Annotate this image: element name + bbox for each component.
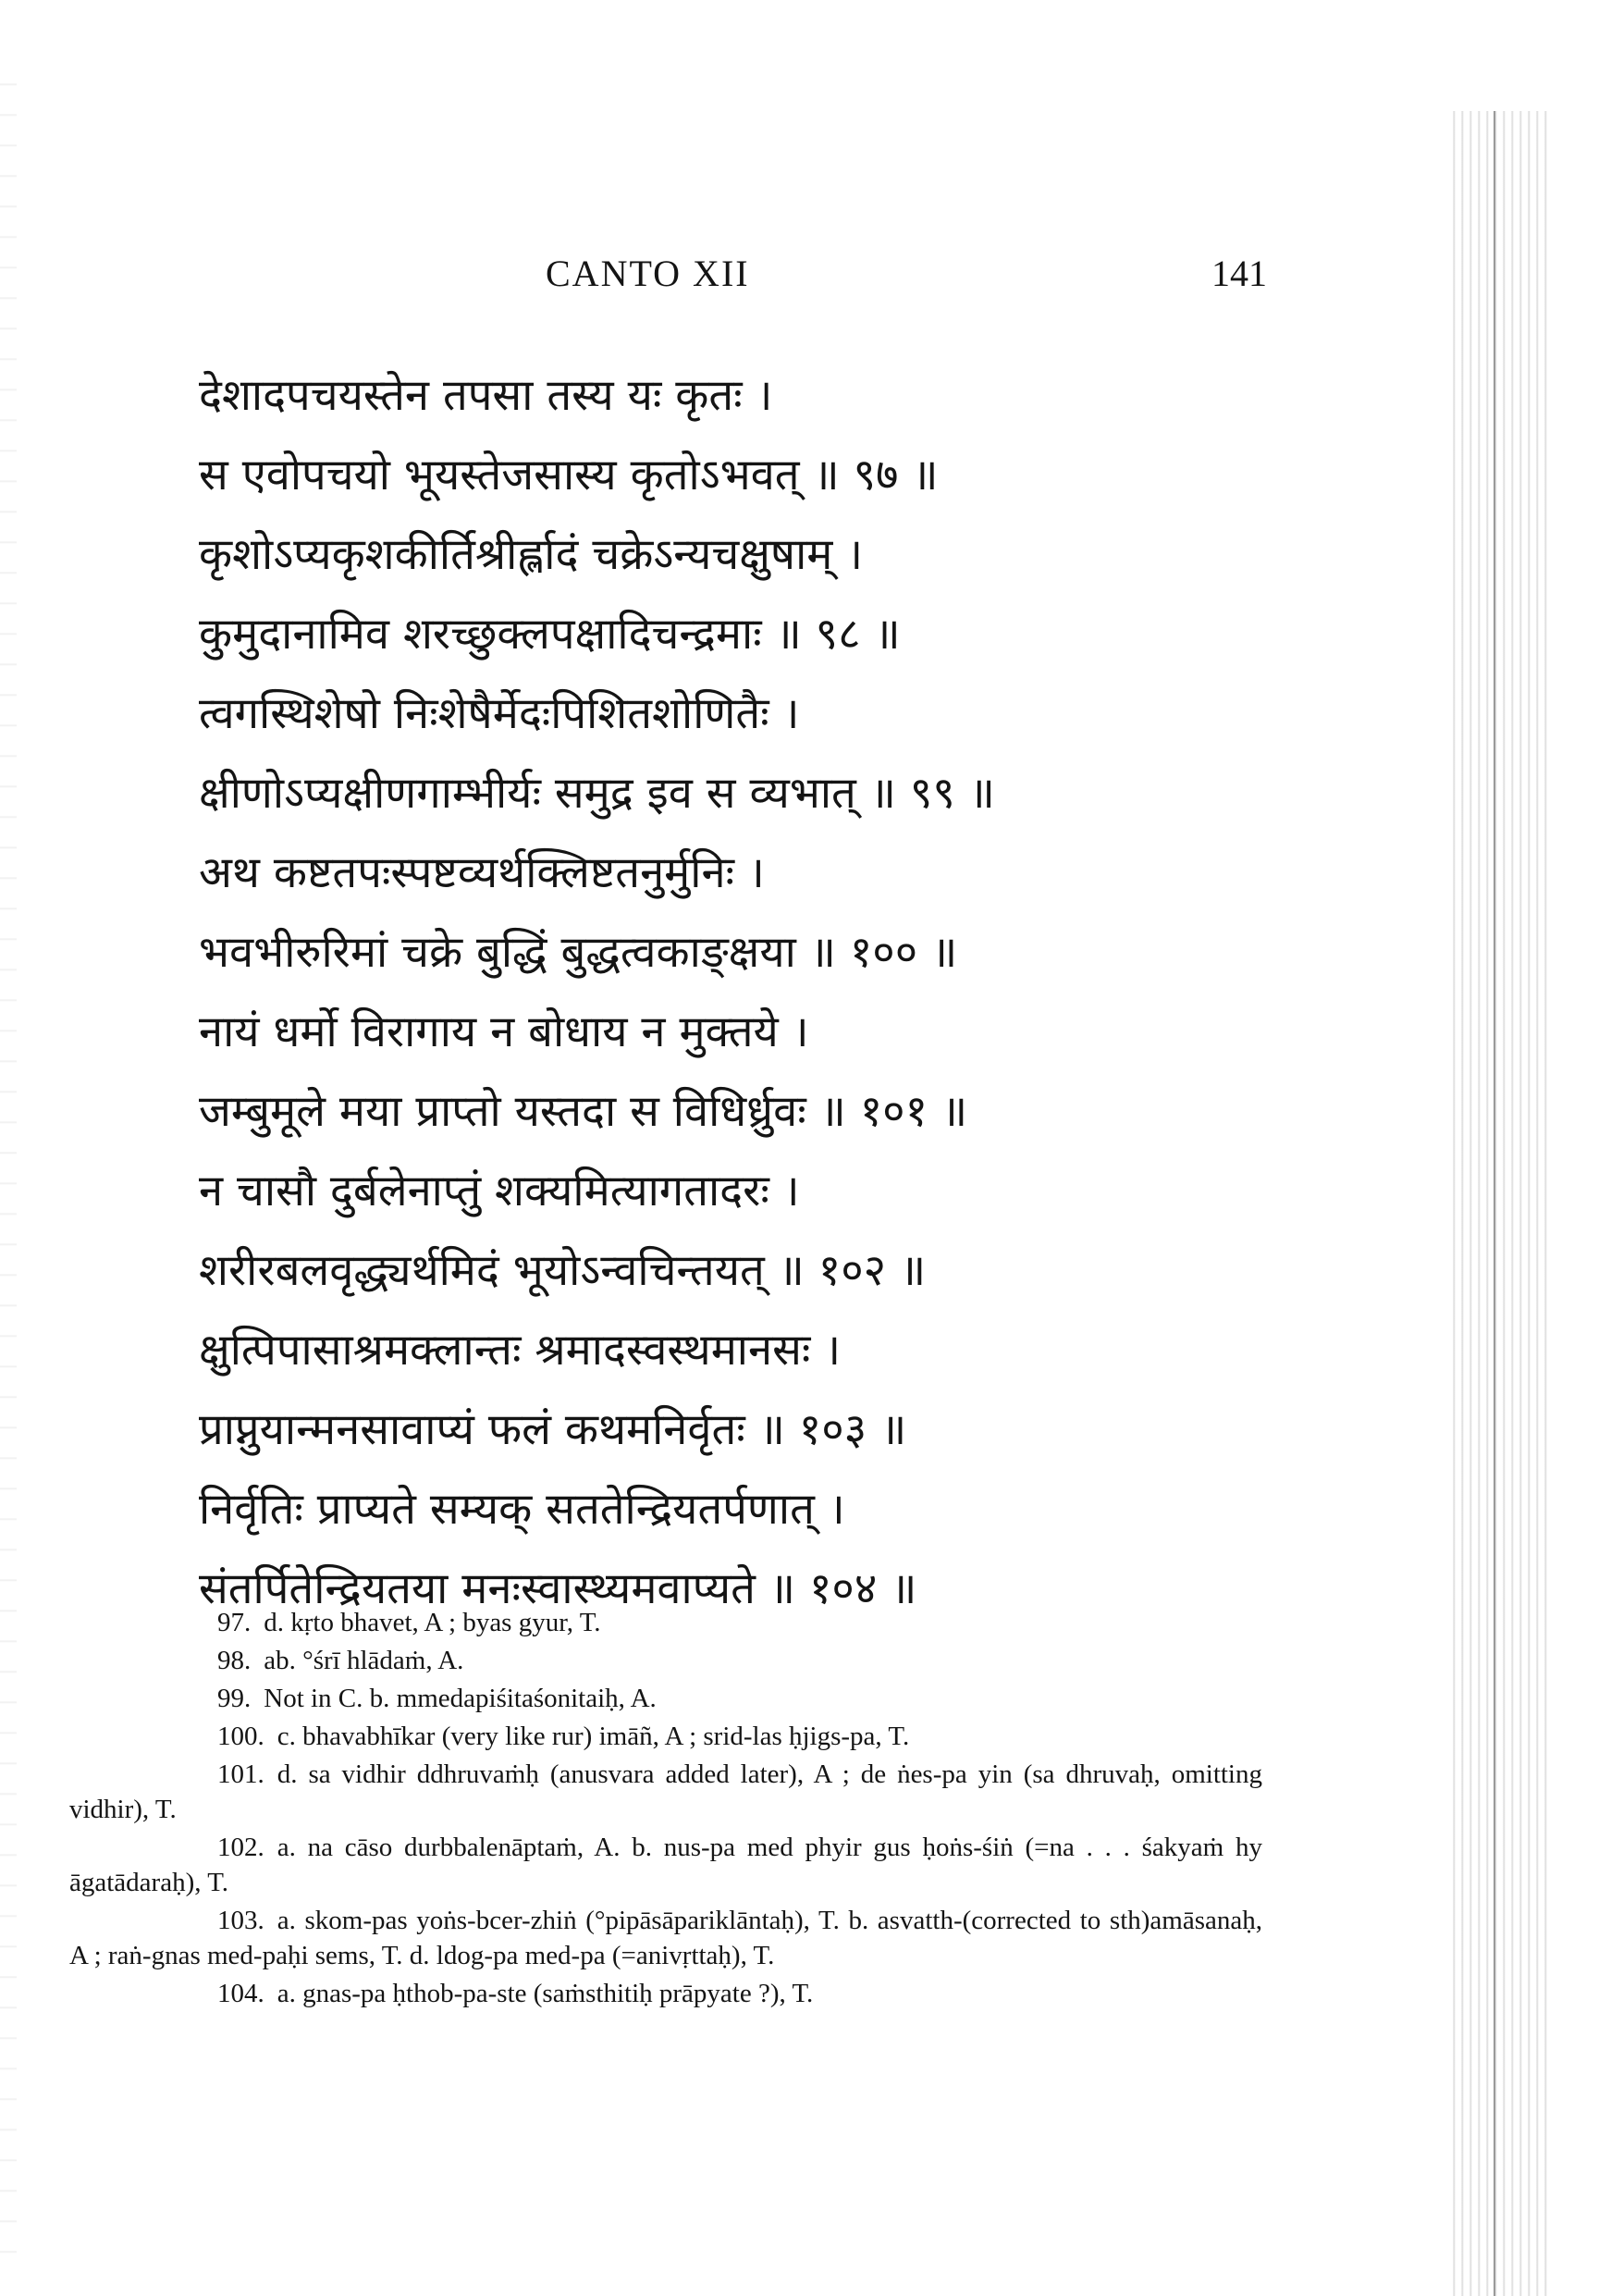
footnote-text: a. skom-pas yoṅs-bcer-zhiṅ (°pipāsāpariklāntaḥ), T. b. asvatth-(corrected to sth)amāsanaḥ, A ; raṅ-gnas med-paḥi sems, T. d. ldog-pa med-pa (=anivṛttaḥ), T. [69,1906,1262,1970]
verse-line: स एवोपचयो भूयस्तेजसास्य कृतोऽभवत् ॥ ९७ ॥ [199,450,939,500]
verse-line: क्षुत्पिपासाश्रमक्लान्तः श्रमादस्वस्थमानसः । [199,1325,842,1376]
footnote-number: 102. [217,1833,264,1862]
verse-line: संतर्पितेन्द्रियतया मनःस्वास्थ्यमवाप्यते ॥ १०४ ॥ [199,1563,917,1614]
verse-line: शरीरबलवृद्ध्यर्थमिदं भूयोऽन्वचिन्तयत् ॥ १०२ ॥ [199,1245,927,1296]
critical-apparatus-notes [69,1605,1262,2014]
footnote-number: 98. [217,1646,252,1675]
verse-line: प्राप्नुयान्मनसावाप्यं फलं कथमनिर्वृतः ॥ १०३ ॥ [199,1404,907,1455]
binding-gutter-shadow [1447,111,1549,2296]
verse-line: न चासौ दुर्बलेनाप्तुं शक्यमित्यागतादरः । [199,1166,800,1216]
footnote-text: ab. °śrī hlādaṁ, A. [264,1646,464,1675]
running-head: CANTO XII [546,253,750,294]
binding-edge-line [1494,111,1495,2296]
page-header [185,252,1267,307]
verse-line: कृशोऽप्यकृशकीर्तिश्रीर्ह्लादं चक्रेऽन्यचक्षुषाम् । [199,529,864,580]
footnote [69,1757,1262,1827]
footnote-number: 104. [217,1979,264,2008]
footnote-number: 100. [217,1722,264,1751]
verse-line: नायं धर्मो विरागाय न बोधाय न मुक्तये । [199,1006,809,1057]
footnote-text: c. bhavabhīkar (very like rur) imāñ, A ; srid-las ḥjigs-pa, T. [277,1722,910,1751]
footnote-number: 101. [217,1759,264,1789]
footnote [69,1903,1262,1973]
footnote [69,1605,1262,1640]
page-number: 141 [1211,253,1267,294]
left-margin-specks [0,56,17,2276]
footnote-text: a. gnas-pa ḥthob-pa-ste (saṁsthitiḥ prāpyate ?), T. [277,1979,814,2008]
footnote-text: d. kṛto bhavet, A ; byas gyur, T. [264,1608,601,1637]
verse-line: कुमुदानामिव शरच्छुक्लपक्षादिचन्द्रमाः ॥ ९८ ॥ [199,609,901,660]
footnote [69,1643,1262,1678]
footnote-number: 103. [217,1906,264,1935]
footnote [69,1719,1262,1754]
verse-line: निर्वृतिः प्राप्यते सम्यक् सततेन्द्रियतर्पणात् । [199,1484,845,1535]
footnote [69,1976,1262,2011]
verse-line: देशादपचयस्तेन तपसा तस्य यः कृतः । [199,370,773,421]
footnote-number: 99. [217,1684,252,1713]
footnote-text: Not in C. b. mmedapiśitaśonitaiḥ, A. [264,1684,657,1713]
footnote-text: a. na cāso durbbalenāptaṁ, A. b. nus-pa med phyir gus ḥoṅs-śiṅ (=na . . . śakyaṁ hy āgatādaraḥ), T. [69,1833,1262,1897]
verse-line: क्षीणोऽप्यक्षीणगाम्भीर्यः समुद्र इव स व्यभात् ॥ ९९ ॥ [199,768,995,819]
verse-line: अथ कष्टतपःस्पष्टव्यर्थक्लिष्टतनुर्मुनिः । [199,847,765,898]
footnote-text: d. sa vidhir ddhruvaṁḥ (anusvara added later), A ; de ṅes-pa yin (sa dhruvaḥ, omitting vidhir), T. [69,1759,1262,1824]
sanskrit-verses [199,356,1216,1629]
footnote [69,1681,1262,1716]
footnote [69,1830,1262,1900]
footnote-number: 97. [217,1608,252,1637]
verse-line: त्वगस्थिशेषो निःशेषैर्मेदःपिशितशोणितैः । [199,688,800,739]
verse-line: भवभीरुरिमां चक्रे बुद्धिं बुद्धत्वकाङ्क्षया ॥ १०० ॥ [199,927,958,978]
verse-line: जम्बुमूले मया प्राप्तो यस्तदा स विधिर्ध्रुवः ॥ १०१ ॥ [199,1086,968,1137]
